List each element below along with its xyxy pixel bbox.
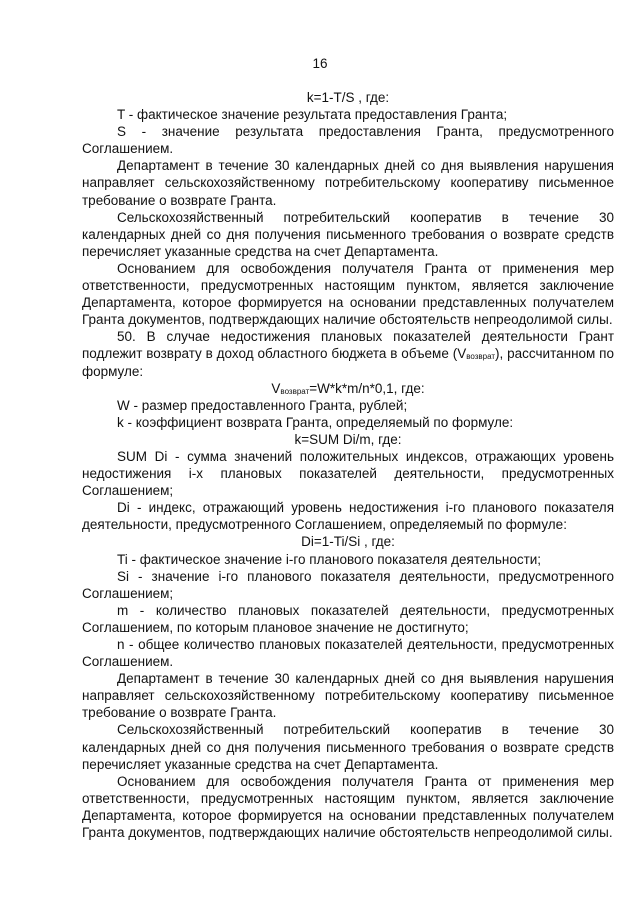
text-segment: Si - значение i-го планового показателя деятельности, предусмотренного Соглашением; <box>82 568 614 601</box>
text-segment: SUM Di - сумма значений положительных индексов, отражающих уровень недостижения i-х плановых показателей деятельности, предусмотренных Соглашением; <box>82 448 614 499</box>
text-segment: Департамент в течение 30 календарных дней со дня выявления нарушения направляет сельскохозяйственному потребительскому кооперативу письменное требование о возврате Гранта. <box>82 671 614 721</box>
text-segment: 50. В случае недостижения плановых показателей деятельности Грант подлежит возврату в доход областного бюджета в объеме (V <box>82 329 614 362</box>
paragraph-t-def <box>82 106 614 123</box>
paragraph-w-def <box>82 397 614 414</box>
text-segment: T - фактическое значение результата предоставления Гранта; <box>117 107 508 123</box>
text-segment: n - общее количество плановых показателей деятельности, предусмотренных Соглашением. <box>82 637 614 670</box>
subscript-text: возврат <box>466 352 496 362</box>
paragraph-dept-notice-1 <box>82 157 614 208</box>
paragraph-exemption-2 <box>82 773 614 841</box>
paragraph-m-def <box>82 602 614 636</box>
paragraph-si-def <box>82 568 614 602</box>
text-segment: ), рассчитанном по формуле: <box>82 346 614 379</box>
paragraph-sumdi-def <box>82 448 614 499</box>
text-segment: Сельскохозяйственный потребительский кооператив в течение 30 календарных дней со дня получения письменного требования о возврате средств перечисляет указанные средства на счет Департамента. <box>82 209 614 259</box>
text-segment: Di=1-Ti/Si , где: <box>301 534 395 550</box>
text-segment: W - размер предоставленного Гранта, рублей; <box>117 397 408 413</box>
page-number: 16 <box>312 56 328 71</box>
text-segment: V <box>271 380 281 396</box>
page-body <box>82 89 614 841</box>
paragraph-clause-50 <box>82 328 614 379</box>
text-segment: =W*k*m/n*0,1, где: <box>309 380 425 396</box>
paragraph-dept-notice-2 <box>82 670 614 721</box>
text-segment: k=1-T/S , где: <box>306 90 390 105</box>
text-segment: Ti - фактическое значение i-го планового показателя деятельности; <box>117 551 542 567</box>
text-segment: Департамент в течение 30 календарных дней со дня выявления нарушения направляет сельскохозяйственному потребительскому кооперативу письменное требование о возврате Гранта. <box>82 158 614 208</box>
paragraph-di-def <box>82 499 614 533</box>
text-segment: Di - индекс, отражающий уровень недостижения i-го планового показателя деятельности, предусмотренного Соглашением, определяемый по формуле: <box>82 500 614 533</box>
paragraph-f-di <box>82 533 614 550</box>
paragraph-coop-transfer-1 <box>82 209 614 260</box>
text-segment: m - количество плановых показателей деятельности, предусмотренных Соглашением, по которым плановое значение не достигнуто; <box>82 602 614 635</box>
subscript-text: возврат <box>280 386 310 396</box>
paragraph-k-def <box>82 414 614 431</box>
text-segment: Сельскохозяйственный потребительский кооператив в течение 30 календарных дней со дня получения письменного требования о возврате средств перечисляет указанные средства на счет Департамента. <box>82 722 614 772</box>
paragraph-ti-def <box>82 551 614 568</box>
text-segment: k=SUM Di/m, где: <box>294 431 402 447</box>
text-segment: k - коэффициент возврата Гранта, определяемый по формуле: <box>117 414 514 430</box>
paragraph-f-v <box>82 380 614 397</box>
paragraph-coop-transfer-2 <box>82 721 614 772</box>
paragraph-s-def <box>82 123 614 157</box>
text-segment: S - значение результата предоставления Гранта, предусмотренного Соглашением. <box>82 124 614 157</box>
paragraph-n-def <box>82 636 614 670</box>
paragraph-exemption-1 <box>82 260 614 328</box>
text-segment: Основанием для освобождения получателя Гранта от применения мер ответственности, предусмотренных настоящим пунктом, является заключение Департамента, которое формируется на основании представленных получателем Гранта документов, подтверждающих наличие обстоятельств непреодолимой силы. <box>82 773 614 841</box>
paragraph-f-ksum <box>82 431 614 448</box>
paragraph-f-k <box>82 89 614 106</box>
text-segment: Основанием для освобождения получателя Гранта от применения мер ответственности, предусмотренных настоящим пунктом, является заключение Департамента, которое формируется на основании представленных получателем Гранта документов, подтверждающих наличие обстоятельств непреодолимой силы. <box>82 260 614 328</box>
